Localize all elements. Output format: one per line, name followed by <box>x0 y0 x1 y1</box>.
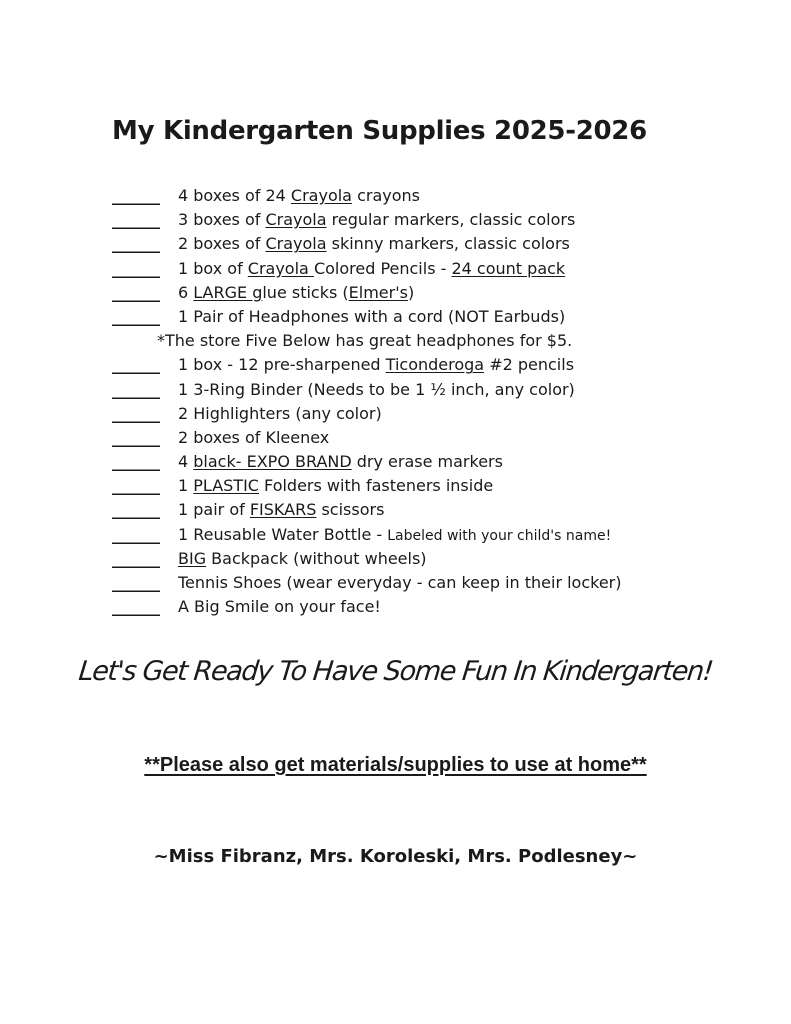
text-segment: 1 3-Ring Binder (Needs to be 1 ½ inch, any color) <box>178 379 575 399</box>
text-segment: 1 Reusable Water Bottle - <box>178 524 388 544</box>
checkbox-blank-line: ______ <box>112 500 160 520</box>
underlined-text: Crayola <box>247 258 314 278</box>
underlined-text: FISKARS <box>249 500 317 520</box>
text-segment: 4 <box>178 452 194 472</box>
list-item <box>112 353 622 377</box>
list-note <box>112 329 622 353</box>
list-item-text <box>178 355 574 374</box>
list-item <box>112 184 622 208</box>
text-segment: 3 boxes of <box>178 210 266 230</box>
list-item-text <box>178 476 493 495</box>
checkbox-blank-line: ______ <box>112 476 160 496</box>
checkbox-blank-line: ______ <box>112 282 160 302</box>
underlined-text: 24 count pack <box>451 258 566 278</box>
supply-list <box>112 184 622 619</box>
list-item-text <box>178 597 381 616</box>
list-item-text <box>178 259 565 278</box>
list-item-text <box>178 500 384 519</box>
list-item-text <box>178 234 570 253</box>
underlined-text: LARGE g <box>193 282 263 302</box>
underlined-text: Crayola <box>265 234 327 254</box>
teacher-signature: ~Miss Fibranz, Mrs. Koroleski, Mrs. Podlesney~ <box>153 846 638 867</box>
text-segment: #2 pencils <box>484 355 575 375</box>
checkbox-blank-line: ______ <box>112 379 160 399</box>
list-item <box>112 305 622 329</box>
checkbox-blank-line: ______ <box>112 427 160 447</box>
checkbox-blank-line: ______ <box>112 597 160 617</box>
list-item-text <box>157 331 572 350</box>
text-segment: Backpack (without wheels) <box>206 548 427 568</box>
checkbox-blank-line: ______ <box>112 186 160 205</box>
text-segment: crayons <box>351 186 420 205</box>
list-item <box>112 547 622 571</box>
list-item <box>112 571 622 595</box>
list-item-text <box>178 307 565 326</box>
checkbox-blank-line: ______ <box>112 258 160 278</box>
list-item <box>112 281 622 305</box>
text-segment: scissors <box>316 500 385 520</box>
list-item-text <box>178 525 611 544</box>
text-segment: A Big Smile on your face! <box>178 597 381 617</box>
checkbox-blank-line: ______ <box>112 355 160 375</box>
list-item <box>112 378 622 402</box>
list-item <box>112 257 622 281</box>
underlined-text: BIG <box>178 548 207 568</box>
list-item-text <box>178 404 382 423</box>
text-segment: Folders with fasteners inside <box>258 476 494 496</box>
list-item-text <box>178 283 414 302</box>
text-segment: dry erase markers <box>351 452 503 472</box>
text-segment: ) <box>407 282 415 302</box>
list-item-text <box>178 573 622 592</box>
list-item-text <box>178 186 420 205</box>
text-segment: regular markers, classic colors <box>326 210 576 230</box>
page-title: My Kindergarten Supplies 2025-2026 <box>112 116 647 146</box>
slogan: Let's Get Ready To Have Some Fun In Kindergarten! <box>77 656 714 687</box>
list-item <box>112 595 622 619</box>
list-item-text <box>178 380 575 399</box>
list-item-text <box>178 549 427 568</box>
checkbox-blank-line: ______ <box>112 548 160 568</box>
checkbox-blank-line: ______ <box>112 403 160 423</box>
text-segment: 1 pair of <box>178 500 250 520</box>
checkbox-blank-line: ______ <box>112 573 160 592</box>
list-item <box>112 426 622 450</box>
list-item <box>112 450 622 474</box>
list-item <box>112 523 622 547</box>
list-item-text <box>178 452 503 471</box>
list-item <box>112 498 622 522</box>
underlined-text: black- EXPO BRAND <box>193 452 352 472</box>
underlined-text: Ticonderoga <box>385 355 485 375</box>
text-segment: *The store Five Below has great headphones for $5. <box>157 331 573 351</box>
list-item <box>112 208 622 232</box>
underlined-text: Elmer's <box>348 282 408 302</box>
text-segment: Labeled with your child's name! <box>387 527 612 544</box>
text-segment: 2 boxes of <box>178 234 266 254</box>
text-segment: 1 <box>178 476 194 496</box>
checkbox-blank-line: ______ <box>112 210 160 230</box>
text-segment: Colored Pencils - <box>313 258 452 278</box>
text-segment: 2 boxes of Kleenex <box>178 427 330 447</box>
text-segment: Tennis Shoes (wear everyday - can keep in their locker) <box>178 573 622 592</box>
text-segment: 1 box of <box>178 258 248 278</box>
checkbox-blank-line: ______ <box>112 306 160 326</box>
underlined-text: Crayola <box>290 186 352 205</box>
underlined-text: Crayola <box>265 210 327 230</box>
underlined-text: PLASTIC <box>193 476 259 496</box>
list-item <box>112 232 622 256</box>
text-segment: 6 <box>178 282 194 302</box>
text-segment: 4 boxes of 24 <box>178 186 291 205</box>
text-segment: lue sticks ( <box>262 282 349 302</box>
checkbox-blank-line: ______ <box>112 452 160 472</box>
checkbox-blank-line: ______ <box>112 524 160 544</box>
text-segment: 1 Pair of Headphones with a cord (NOT Earbuds) <box>178 306 566 326</box>
list-item-text <box>178 428 329 447</box>
list-item <box>112 402 622 426</box>
text-segment: 1 box - 12 pre-sharpened <box>178 355 386 375</box>
home-supplies-note: **Please also get materials/supplies to use at home** <box>144 754 647 776</box>
text-segment: skinny markers, classic colors <box>326 234 570 254</box>
list-item-text <box>178 210 575 229</box>
text-segment: 2 Highlighters (any color) <box>178 403 382 423</box>
list-item <box>112 474 622 498</box>
checkbox-blank-line: ______ <box>112 234 160 254</box>
